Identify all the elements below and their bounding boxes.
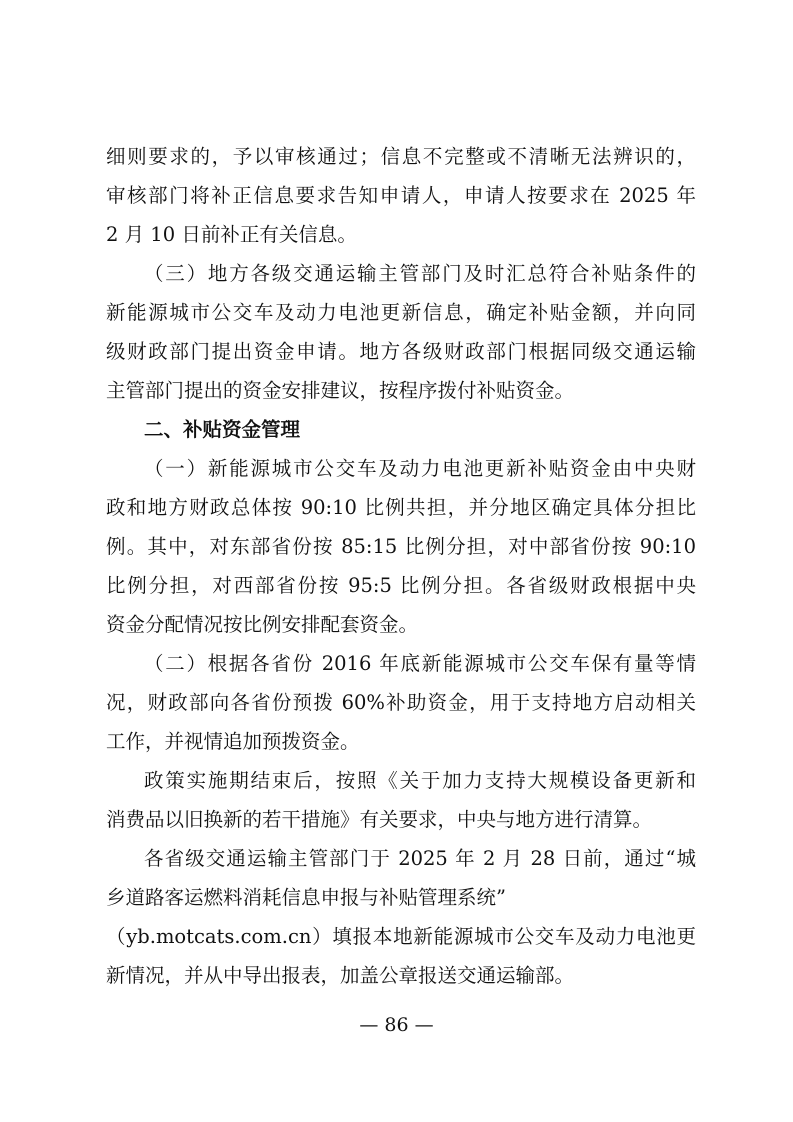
page-number: — 86 — [359,1014,434,1036]
section-heading [106,410,696,449]
text-line: （二）根据各省份 2016 年底新能源城市公交车保有量等情 [144,652,696,675]
text-line: 资金分配情况按比例安排配套资金。 [106,613,419,636]
text-line: 2 月 10 日前补正有关信息。 [106,223,357,246]
text-line: （三）地方各级交通运输主管部门及时汇总符合补贴条件的 [144,262,696,285]
paragraph-continued [106,137,696,254]
text-line: 细则要求的，予以审核通过；信息不完整或不清晰无法辨识的， [106,145,696,168]
paragraph-reporting [106,839,696,995]
text-line: 新能源城市公交车及动力电池更新信息，确定补贴金额，并向同 [106,301,696,324]
text-line: 政和地方财政总体按 90:10 比例共担，并分地区确定具体分担比 [106,496,696,519]
text-line: 例。其中，对东部省份按 85:15 比例分担，对中部省份按 90:10 [106,535,696,558]
text-line: 政策实施期结束后，按照《关于加力支持大规模设备更新和 [144,769,696,792]
text-line: 消费品以旧换新的若干措施》有关要求，中央与地方进行清算。 [106,808,653,831]
document-body [106,137,696,995]
text-line: 新情况，并从中导出报表，加盖公章报送交通运输部。 [106,964,575,987]
paragraph-settlement [106,761,696,839]
text-line: 比例分担，对西部省份按 95:5 比例分担。各省级财政根据中央 [106,574,696,597]
text-line: 主管部门提出的资金安排建议，按程序拨付补贴资金。 [106,379,575,402]
text-line: 各省级交通运输主管部门于 2025 年 2 月 28 日前，通过“城 [144,847,696,870]
text-line: （一）新能源城市公交车及动力电池更新补贴资金由中央财 [144,457,696,480]
text-line: 乡道路客运燃料消耗信息申报与补贴管理系统” [106,886,506,909]
text-line: 级财政部门提出资金申请。地方各级财政部门根据同级交通运输 [106,340,696,363]
paragraph-item-1 [106,449,696,644]
paragraph-item-2 [106,644,696,761]
text-line: 审核部门将补正信息要求告知申请人，申请人按要求在 2025 年 [106,184,696,207]
text-line: 工作，并视情追加预拨资金。 [106,730,360,753]
text-line: （yb.motcats.com.cn）填报本地新能源城市公交车及动力电池更 [106,925,696,948]
heading-text: 二、补贴资金管理 [144,418,301,441]
paragraph-item-3 [106,254,696,410]
text-line: 况，财政部向各省份预拨 60%补助资金，用于支持地方启动相关 [106,691,696,714]
